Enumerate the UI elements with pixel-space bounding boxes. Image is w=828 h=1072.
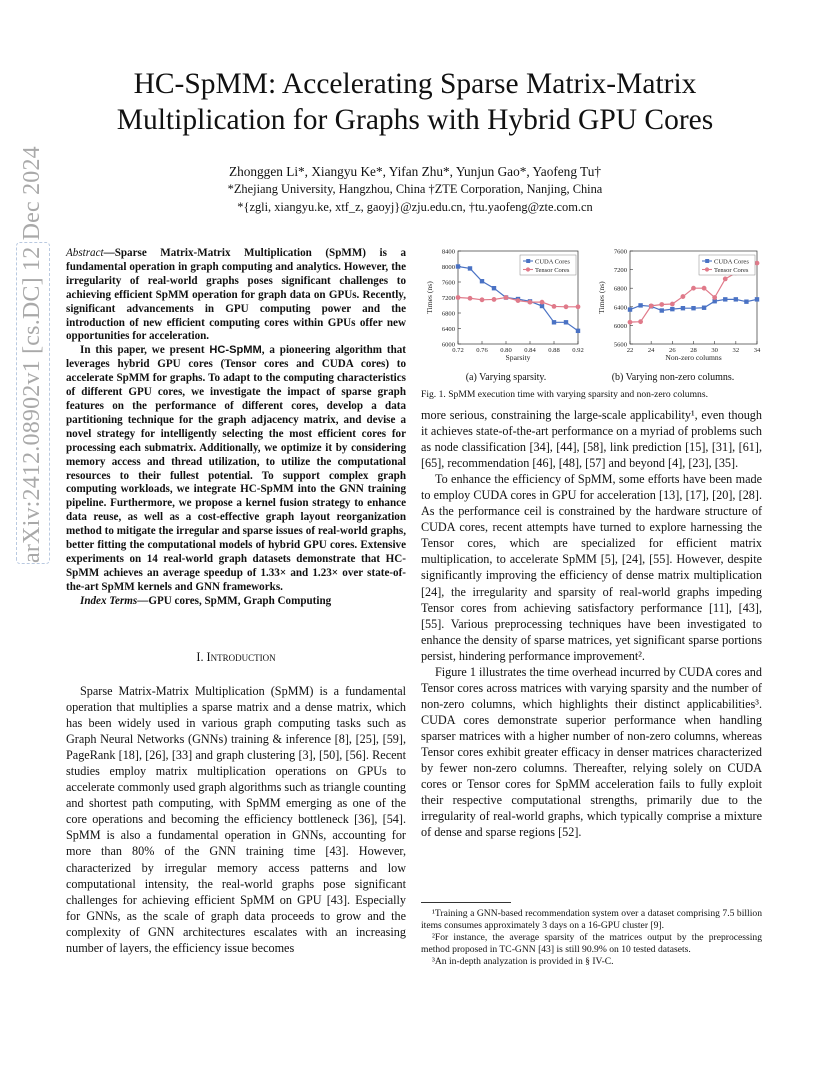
- abstract-label: Abstract: [66, 247, 104, 259]
- subfigure-caption-b: (b) Varying non-zero columns.: [611, 372, 735, 383]
- x-tick-label: 0.84: [524, 347, 536, 354]
- right-paragraph-1: To enhance the efficiency of SpMM, some efforts have been made to employ CUDA cores in GPU for acceleration [13], [17], [20], [28]. As the performance ceil is constrained by the hardware structure of CUDA cores, recent attempts have turned to explore harnessing the Tensor cores, which are specialized for efficient matrix multiplication, to accelerate SpMM [5], [24], [55]. However, despite significantly improving the efficiency of dense matrix multiplication [24], the irregularity and sparsity of real-world graphs impeding Tensor cores from achieving satisfactory performance [11], [43], [55]. Various preprocessing techniques have been investigated to enhance the density of sparse matrices, yet significant sparse portions persist, hindering performance improvement².: [421, 472, 762, 663]
- data-point: [552, 320, 556, 324]
- index-terms: —GPU cores, SpMM, Graph Computing: [137, 594, 332, 607]
- data-point: [659, 302, 664, 307]
- data-point: [702, 286, 707, 291]
- data-point: [468, 296, 473, 301]
- x-tick-label: 34: [753, 347, 761, 354]
- legend-marker: [705, 267, 709, 271]
- affiliations: *Zhejiang University, Hangzhou, China †ZTE Corporation, Nanjing, China: [227, 182, 603, 196]
- data-point: [681, 294, 686, 299]
- y-tick-label: 7600: [613, 248, 627, 256]
- chart-varying-sparsity: [425, 249, 584, 363]
- section-heading-introduction: I. Introduction: [196, 650, 276, 664]
- legend-marker: [526, 267, 530, 271]
- index-terms-label: Index Terms: [80, 594, 138, 607]
- y-tick-label: 7200: [613, 267, 627, 275]
- data-point: [712, 295, 717, 300]
- data-point: [755, 297, 759, 301]
- x-tick-label: 32: [732, 347, 740, 354]
- data-point: [744, 299, 748, 303]
- y-tick-label: 6400: [441, 326, 455, 333]
- data-point: [638, 303, 642, 307]
- arxiv-identifier: arXiv:2412.08902v1 [cs.DC] 12 Dec 2024: [16, 242, 50, 564]
- x-tick-label: 0.72: [452, 347, 464, 354]
- author-list: Zhonggen Li*, Xiangyu Ke*, Yifan Zhu*, Yunjun Gao*, Yaofeng Tu†: [228, 164, 602, 179]
- data-point: [480, 297, 485, 302]
- data-point: [564, 320, 568, 324]
- legend-marker: [705, 259, 709, 263]
- footnote-2: ²For instance, the average sparsity of the matrices output by the preprocessing method proposed in TC-GNN [43] is still 90.9% on 10 tested datasets.: [421, 932, 762, 956]
- data-point: [638, 319, 643, 324]
- x-tick-label: 0.76: [476, 347, 488, 354]
- data-point: [480, 279, 484, 283]
- data-point: [691, 306, 695, 310]
- intro-paragraph-1: Sparse Matrix-Matrix Multiplication (SpMM) is a fundamental operation that multiplies a sparse matrix and a dense matrix, which has been widely used in various graph computing tasks such as Graph Neural Networks (GNNs) training & inference [8], [25], [59], PageRank [18], [26], [33] and graph clustering [3], [50], [56]. Recent studies employ matrix multiplication operations on GPUs to accelerate commonly used graph algorithms such as triangle counting and shortest path computing, with SpMM emerging as one of the core operations and becoming the efficiency bottleneck [36], [54]. SpMM is also a fundamental operation in GNNs, accounting for more than 80% of the GNN training time [43]. However, characterized by irregular memory access patterns and low computational intensity, the real-world graphs pose significant challenges for achieving efficient SpMM on GPU [43]. Especially for GNNs, as the scale of graph data proceeds to grow and the complexity of GNN architectures escalates with an increasing number of layers, the efficiency issue becomes: [66, 684, 406, 955]
- chart-varying-nonzero-columns: [597, 249, 761, 363]
- x-axis-label: Non-zero columns: [665, 353, 722, 362]
- y-tick-label: 6000: [613, 322, 627, 330]
- x-tick-label: 0.80: [500, 347, 512, 354]
- data-point: [516, 298, 521, 303]
- legend-label: Tensor Cores: [714, 266, 749, 274]
- figure-1: [421, 245, 766, 370]
- x-tick-label: 26: [669, 347, 676, 354]
- abstract-paragraph-2-pre: In this paper, we present: [80, 344, 210, 357]
- x-axis-label: Sparsity: [505, 353, 531, 362]
- legend-label: CUDA Cores: [535, 258, 570, 266]
- data-point: [456, 264, 460, 268]
- data-point: [564, 304, 569, 309]
- data-point: [528, 300, 533, 305]
- data-point: [504, 295, 509, 300]
- legend-marker: [526, 259, 530, 263]
- right-paragraph-2: Figure 1 illustrates the time overhead incurred by CUDA cores and Tensor cores across matrices with varying sparsity and the number of non-zero columns, which highlights their distinct applicabilities³. CUDA cores demonstrate superior performance when handling sparser matrices with a higher number of non-zero columns, whereas Tensor cores exhibit greater efficacy in denser matrices characterized by fewer non-zero columns. Thereafter, relying solely on CUDA cores or Tensor cores for SpMM acceleration fails to fully exploit their respective computational strengths, primarily due to the irregularity of real-world graphs, which typically comprise a mixture of dense and sparse regions [52].: [421, 664, 762, 840]
- x-tick-label: 0.88: [548, 347, 560, 354]
- data-point: [755, 261, 760, 266]
- footnote-rule: [421, 902, 511, 903]
- y-tick-label: 8400: [441, 248, 455, 256]
- data-point: [492, 297, 497, 302]
- data-point: [649, 303, 654, 308]
- y-tick-label: 7200: [441, 295, 455, 302]
- algorithm-name: HC-SpMM: [209, 344, 262, 357]
- footnote-1: ¹Training a GNN-based recommendation system over a dataset comprising 7.5 billion items consumes approximately 3 days on a 16-GPU cluster [9].: [421, 908, 762, 932]
- figure-caption: Fig. 1. SpMM execution time with varying sparsity and non-zero columns.: [421, 389, 708, 400]
- y-axis-label: Times (ns): [425, 281, 434, 314]
- right-paragraph-0: more serious, constraining the large-scale applicability¹, even though it achieves state-of-the-art performance on a myriad of problems such as node classification [34], [44], [58], link prediction [15], [31], [61], [65], recommendation [46], [48], [57] and beyond [4], [23], [35].: [421, 408, 762, 471]
- data-point: [723, 277, 728, 282]
- data-point: [552, 304, 557, 309]
- abstract-paragraph-1: —Sparse Matrix-Matrix Multiplication (SpMM) is a fundamental operation in graph computing and analytics. However, the irregularity of real-world graphs poses significant challenges to achieving efficient SpMM operation for graph data on GPUs. Recently, significant advancements in GPU computing power and the introduction of new efficient computing cores within GPUs offer new opportunities for acceleration.: [66, 247, 406, 343]
- y-tick-label: 6800: [613, 285, 627, 293]
- data-point: [456, 295, 461, 300]
- legend-label: Tensor Cores: [535, 266, 570, 274]
- footnote-3: ³An in-depth analyzation is provided in § IV-C.: [432, 956, 614, 968]
- data-point: [576, 304, 581, 309]
- data-point: [723, 297, 727, 301]
- x-tick-label: 0.92: [572, 347, 584, 354]
- data-point: [670, 307, 674, 311]
- title-line-2: Multiplication for Graphs with Hybrid GPU Cores: [116, 104, 714, 136]
- legend-label: CUDA Cores: [714, 258, 749, 266]
- y-tick-label: 6000: [441, 341, 455, 349]
- footnotes: [421, 908, 762, 968]
- data-point: [540, 300, 545, 305]
- data-point: [576, 329, 580, 333]
- y-tick-label: 5600: [613, 341, 627, 349]
- x-tick-label: 22: [626, 347, 634, 354]
- data-point: [660, 308, 664, 312]
- data-point: [628, 320, 633, 325]
- title-line-1: HC-SpMM: Accelerating Sparse Matrix-Matrix: [133, 68, 697, 100]
- subfigure-caption-a: (a) Varying sparsity.: [465, 372, 547, 383]
- left-column-body: [66, 683, 406, 956]
- y-tick-label: 7600: [441, 279, 455, 287]
- x-tick-label: 24: [647, 347, 655, 354]
- data-point: [702, 306, 706, 310]
- y-tick-label: 8000: [441, 264, 455, 271]
- author-emails: *{zgli, xiangyu.ke, xtf_z, gaoyj}@zju.edu.cn, †tu.yaofeng@zte.com.cn: [237, 200, 593, 214]
- data-point: [670, 302, 675, 307]
- abstract: [66, 247, 406, 609]
- data-point: [681, 306, 685, 310]
- data-point: [492, 286, 496, 290]
- abstract-paragraph-2: , a pioneering algorithm that leverages hybrid GPU cores (Tensor cores and CUDA cores) to accelerate SpMM for graphs. To adapt to the computing characteristics of different GPU cores, we investigate the impact of sparse graph features on the performance of different cores, develop a data partitioning technique for the graph adjacency matrix, and devise a novel strategy for intelligently selecting the most efficient cores for processing each submatrix. Additionally, we optimize it by considering memory access and thread utilization, to utilize the computational resources to their fullest potential. To support complex graph computing workloads, we integrate HC-SpMM into the GNN training pipeline. Furthermore, we propose a kernel fusion strategy to enhance data reuse, as well as a cost-effective graph layout reorganization method to mitigate the irregular and sparse issues of real-world graphs, better fitting the computational models of hybrid GPU cores. Extensive experiments on 14 real-world graph datasets demonstrate that HC-SpMM achieves an average speedup of 1.33× and 1.23× over state-of-the-art SpMM kernels and GNN frameworks.: [66, 344, 406, 593]
- data-point: [734, 297, 738, 301]
- paper-title: [60, 66, 770, 138]
- x-tick-label: 30: [711, 347, 718, 354]
- y-tick-label: 6400: [613, 304, 627, 312]
- data-point: [628, 307, 632, 311]
- right-column-body: [421, 407, 762, 840]
- data-point: [691, 286, 696, 291]
- x-tick-label: 28: [690, 347, 697, 354]
- data-point: [468, 266, 472, 270]
- y-axis-label: Times (ns): [597, 281, 606, 314]
- y-tick-label: 6800: [441, 310, 455, 318]
